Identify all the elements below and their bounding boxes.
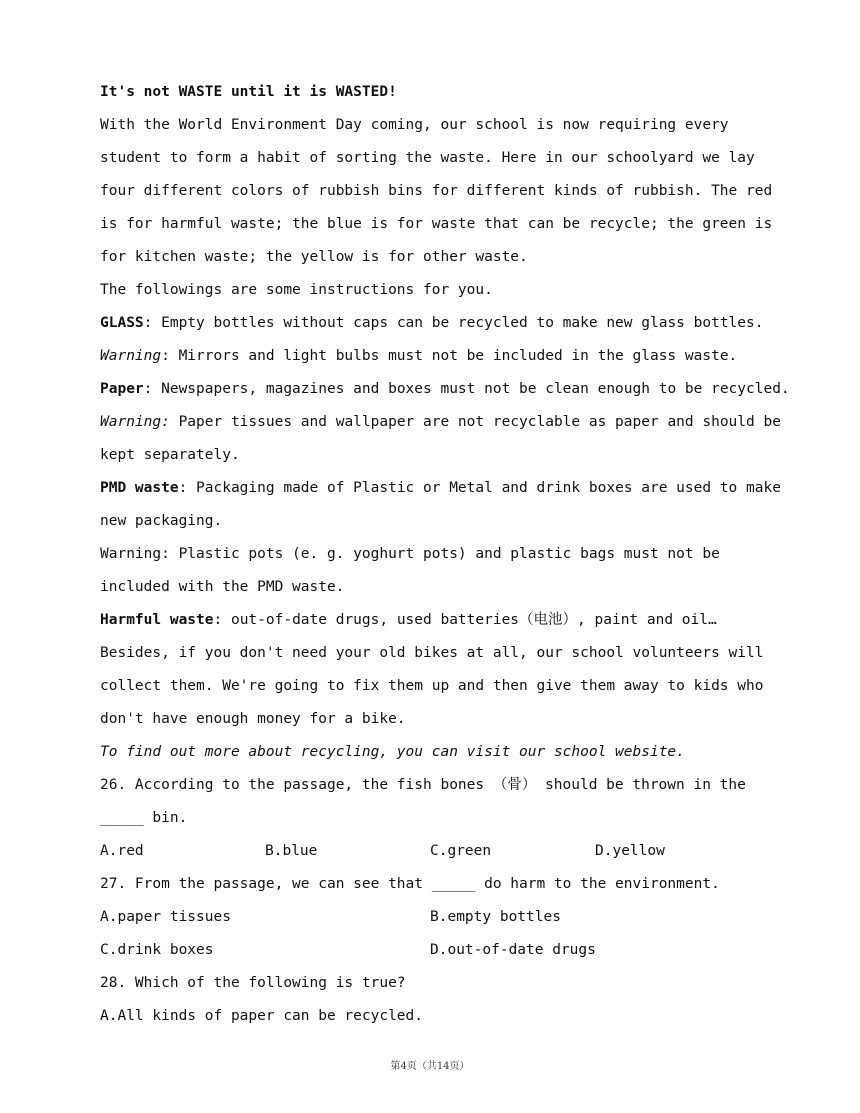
paper-warning — [100, 412, 781, 432]
q27-option-a: A.paper tissues — [100, 909, 231, 925]
q26-stem-2: _____ bin. — [100, 810, 188, 826]
q27-option-d: D.out-of-date drugs — [430, 942, 596, 958]
q27-option-b: B.empty bottles — [430, 909, 561, 925]
q26-option-b: B.blue — [265, 843, 318, 859]
pmd-text: : Packaging made of Plastic or Metal and drink boxes are used to make — [178, 480, 781, 496]
q26-option-c: C.green — [430, 843, 492, 859]
page-number: 第4页（共14页） — [390, 1061, 470, 1072]
besides-line-1: Besides, if you don't need your old bikes at all, our school volunteers will — [100, 645, 764, 661]
harmful-paragraph — [100, 610, 717, 630]
paper-warning-text: Paper tissues and wallpaper are not recyclable as paper and should be — [169, 414, 781, 430]
q26-option-a: A.red — [100, 843, 144, 859]
paper-text: : Newspapers, magazines and boxes must not be clean enough to be recycled. — [143, 381, 790, 397]
q27-option-c: C.drink boxes — [100, 942, 214, 958]
intro-line-6: The followings are some instructions for you. — [100, 282, 493, 298]
glass-label: GLASS — [100, 315, 144, 331]
intro-line-4: is for harmful waste; the blue is for waste that can be recycle; the green is — [100, 216, 773, 232]
pmd-warning-2: included with the PMD waste. — [100, 579, 345, 595]
pmd-paragraph — [100, 478, 781, 498]
pmd-text-cont: new packaging. — [100, 513, 223, 529]
glass-text: : Empty bottles without caps can be recycled to make new glass bottles. — [143, 315, 764, 331]
q28-option-a: A.All kinds of paper can be recycled. — [100, 1008, 424, 1024]
harmful-text: : out-of-date drugs, used batteries（电池）, paint and oil… — [213, 612, 717, 628]
intro-line-2: student to form a habit of sorting the waste. Here in our schoolyard we lay — [100, 150, 755, 166]
paper-paragraph — [100, 379, 790, 399]
besides-line-3: don't have enough money for a bike. — [100, 711, 406, 727]
paper-warning-label: Warning: — [100, 414, 170, 430]
passage-title: It's not WASTE until it is WASTED! — [100, 84, 397, 100]
q28-stem: 28. Which of the following is true? — [100, 975, 406, 991]
website-note: To find out more about recycling, you can visit our school website. — [100, 744, 685, 760]
intro-line-5: for kitchen waste; the yellow is for other waste. — [100, 249, 528, 265]
glass-warning-text: : Mirrors and light bulbs must not be included in the glass waste. — [161, 348, 738, 364]
paper-label: Paper — [100, 381, 144, 397]
glass-paragraph — [100, 313, 763, 333]
intro-line-3: four different colors of rubbish bins for different kinds of rubbish. The red — [100, 183, 773, 199]
paper-warning-cont: kept separately. — [100, 447, 240, 463]
pmd-label: PMD waste — [100, 480, 179, 496]
pmd-warning-1: Warning: Plastic pots (e. g. yoghurt pots) and plastic bags must not be — [100, 546, 720, 562]
intro-line-1: With the World Environment Day coming, our school is now requiring every — [100, 117, 729, 133]
q26-option-d: D.yellow — [595, 843, 665, 859]
q27-stem: 27. From the passage, we can see that _____ do harm to the environment. — [100, 876, 720, 892]
glass-warning — [100, 346, 737, 366]
glass-warning-label: Warning — [100, 348, 162, 364]
q26-stem-1: 26. According to the passage, the fish bones （骨） should be thrown in the — [100, 777, 746, 793]
besides-line-2: collect them. We're going to fix them up and then give them away to kids who — [100, 678, 764, 694]
harmful-label: Harmful waste — [100, 612, 214, 628]
